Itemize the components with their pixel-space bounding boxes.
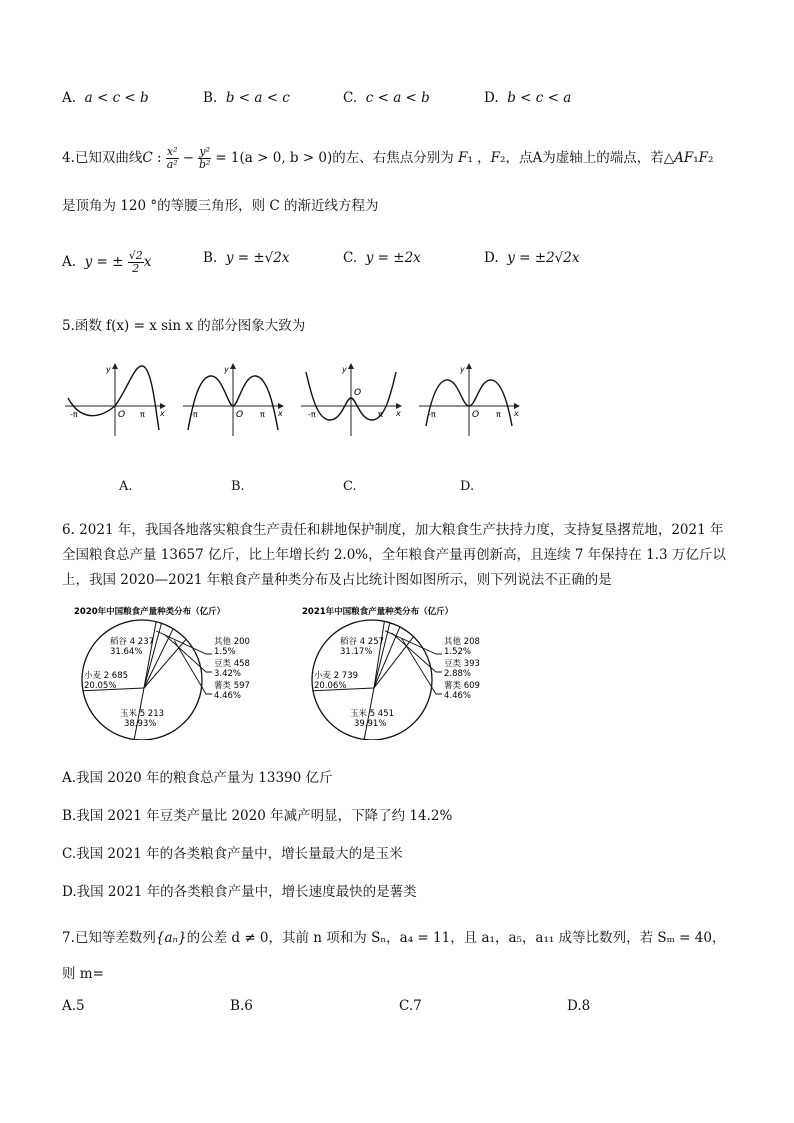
pie-1-label-3: 薯类 609 [444, 681, 480, 691]
q4-option-a[interactable]: A. y = ± $\frac{√2}{2}$ x [62, 249, 152, 275]
graph-b[interactable] [183, 364, 283, 436]
pie-2021-title: 2021年中国粮食产量种类分布（亿斤） [302, 607, 454, 617]
pie-0-label-0: 稻谷 4 237 [110, 637, 155, 647]
svg-text:y: y [460, 365, 465, 374]
graph-d[interactable] [419, 364, 519, 436]
pie-0-label-3: 薯类 597 [214, 681, 250, 691]
pie-1-pct-0: 31.17% [340, 647, 373, 657]
pie-2020-title: 2020年中国粮食产量种类分布（亿斤） [74, 607, 226, 617]
q4-option-d[interactable]: D. y = ±2√2x [484, 250, 580, 266]
q7-option-a[interactable]: A.5 [62, 998, 85, 1014]
svg-text:π: π [260, 410, 265, 419]
fraction-sqrt2-2: $\frac{√2}{2}$ [128, 249, 143, 275]
pie-1-pct-3: 4.46% [444, 691, 472, 701]
graph-d-label: D. [460, 479, 475, 494]
q4-option-b[interactable]: B. y = ±√2x [203, 250, 290, 266]
q3-option-c[interactable]: C. c < a < b [343, 90, 430, 106]
pie-0-pct-1: 20.05% [84, 681, 117, 691]
pie-1-label-2: 玉米 5 451 [350, 709, 395, 719]
svg-text:π: π [496, 410, 501, 419]
pie-0-label-5: 其他 200 [214, 637, 250, 647]
svg-text:y: y [342, 365, 347, 374]
svg-text:x: x [396, 409, 401, 418]
q7-stem-line1: 7.已知等差数列{aₙ}的公差 d ≠ 0，其前 n 项和为 Sₙ，a₄ = 11，且 a₁，a₅，a₁₁ 成等比数列，若 Sₘ = 40， [62, 930, 726, 946]
pie-1-label-1: 小麦 2 739 [314, 671, 359, 681]
pie-0-label-1: 小麦 2 685 [84, 671, 129, 681]
svg-text:-π: -π [308, 410, 316, 419]
graph-c-label: C. [343, 479, 357, 494]
pie-0-pct-5: 1.5% [214, 647, 236, 657]
q6-stem-line1: 6. 2021 年，我国各地落实粮食生产责任和耕地保护制度，加大粮食生产扶持力度，支持复垦撂荒地，2021 年 [62, 522, 724, 538]
graph-b-label: B. [231, 479, 245, 494]
q7-stem-line2: 则 m= [62, 966, 104, 982]
q6-stem-line2: 全国粮食总产量 13657 亿斤，比上年增长约 2.0%，全年粮食产量再创新高，且连续 7 年保持在 1.3 万亿斤以 [62, 547, 726, 563]
svg-text:x: x [514, 409, 519, 418]
pie-1-label-0: 稻谷 4 257 [340, 637, 385, 647]
q5-stem: 5.函数 f(x) = x sin x 的部分图象大致为 [62, 318, 306, 334]
pie-0-pct-4: 3.42% [214, 669, 242, 679]
svg-text:O: O [118, 410, 126, 420]
q4-stem-line2: 是顶角为 120 °的等腰三角形，则 C 的渐近线方程为 [62, 198, 379, 214]
graph-c[interactable] [301, 364, 401, 436]
pie-1-pct-1: 20.06% [314, 681, 347, 691]
pie-1-pct-4: 2.88% [444, 669, 472, 679]
pie-1-pct-5: 1.52% [444, 647, 472, 657]
svg-text:π: π [140, 410, 145, 419]
pie-0-label-4: 豆类 458 [214, 659, 250, 669]
q6-option-b[interactable]: B.我国 2021 年豆类产量比 2020 年减产明显，下降了约 14.2% [62, 808, 453, 824]
svg-text:O: O [354, 388, 362, 398]
q3-option-a[interactable]: A. a < c < b [62, 90, 149, 106]
svg-text:O: O [472, 410, 480, 420]
q7-option-c[interactable]: C.7 [399, 998, 422, 1014]
pie-0-pct-3: 4.46% [214, 691, 242, 701]
q3-option-b[interactable]: B. b < a < c [203, 90, 290, 106]
pie-0-pct-0: 31.64% [110, 647, 143, 657]
q4-stem-line1: 4.已知双曲线C : $\frac{\text{x²}}{\text{a²}}$ − $\frac{\text{y²}}{\text{b²}}$ = 1(a > 0, b > 0)的左、右焦点分别为 F₁ ，F₂，点A为虚轴上的端点，若△AF₁F₂ [62, 145, 714, 171]
pie-1-label-5: 其他 208 [444, 637, 480, 647]
pie-0-pct-2: 38.93% [124, 719, 157, 729]
fraction-y2-b2: $\frac{\text{y²}}{\text{b²}}$ [198, 145, 211, 171]
pie-chart-2020 [74, 606, 250, 740]
pie-0-label-2: 玉米 5 213 [120, 709, 165, 719]
graph-a[interactable] [65, 364, 165, 436]
q4-option-c[interactable]: C. y = ±2x [343, 250, 421, 266]
fraction-x2-a2: $\frac{\text{x²}}{\text{a²}}$ [166, 145, 178, 171]
q3-option-d[interactable]: D. b < c < a [484, 90, 572, 106]
svg-text:y: y [224, 365, 229, 374]
graph-a-label: A. [119, 479, 133, 494]
q6-option-d[interactable]: D.我国 2021 年的各类粮食产量中，增长速度最快的是薯类 [62, 884, 417, 900]
q7-option-d[interactable]: D.8 [567, 998, 591, 1014]
pie-1-pct-2: 39.91% [354, 719, 387, 729]
svg-text:x: x [160, 409, 165, 418]
svg-text:π: π [378, 410, 383, 419]
svg-text:y: y [106, 365, 111, 374]
q5-graphs [60, 358, 530, 438]
q6-option-a[interactable]: A.我国 2020 年的粮食总产量为 13390 亿斤 [62, 770, 333, 786]
pie-chart-2021 [302, 606, 480, 740]
pie-1-label-4: 豆类 393 [444, 659, 480, 669]
q6-stem-line3: 上，我国 2020—2021 年粮食产量种类分布及占比统计图如图所示，则下列说法不正确的是 [62, 572, 612, 588]
svg-text:-π: -π [190, 410, 198, 419]
q7-option-b[interactable]: B.6 [230, 998, 253, 1014]
svg-text:-π: -π [70, 410, 78, 419]
svg-text:x: x [278, 409, 283, 418]
pie-charts [60, 598, 540, 740]
svg-text:O: O [236, 410, 244, 420]
svg-text:-π: -π [428, 410, 436, 419]
q6-option-c[interactable]: C.我国 2021 年的各类粮食产量中，增长量最大的是玉米 [62, 846, 403, 862]
